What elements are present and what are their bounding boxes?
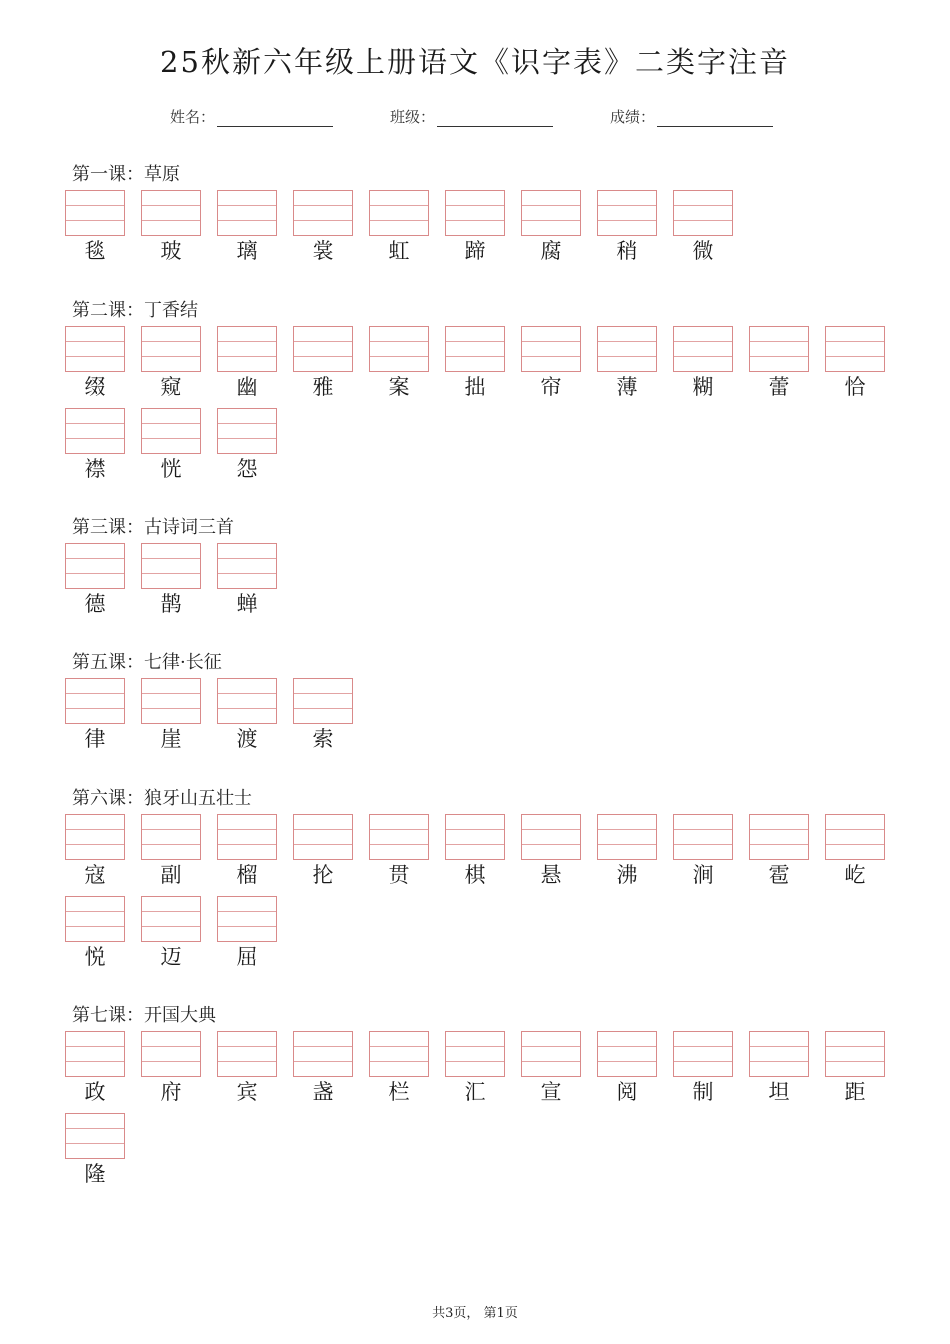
hanzi-character: 璃 (236, 239, 258, 263)
pinyin-cell (217, 408, 277, 488)
hanzi-character: 汇 (464, 1080, 486, 1104)
hanzi-character: 虹 (388, 239, 410, 263)
hanzi-character: 雅 (312, 375, 334, 399)
pinyin-guide-line (598, 220, 656, 221)
hanzi-character: 沸 (616, 863, 638, 887)
pinyin-guide-line (370, 1061, 428, 1062)
pinyin-guide-line (218, 693, 276, 694)
hanzi-character: 恰 (844, 375, 866, 399)
hanzi-character: 窥 (160, 375, 182, 399)
pinyin-cell (65, 1031, 125, 1111)
hanzi-character: 寇 (84, 863, 106, 887)
hanzi-character: 毯 (84, 239, 106, 263)
pinyin-writing-box[interactable] (293, 190, 353, 236)
pinyin-writing-box[interactable] (141, 814, 201, 860)
pinyin-guide-line (218, 573, 276, 574)
pinyin-cell (293, 326, 353, 406)
pinyin-guide-line (674, 1061, 732, 1062)
pinyin-writing-box[interactable] (141, 896, 201, 942)
pinyin-guide-line (826, 844, 884, 845)
pinyin-cell (141, 543, 201, 623)
pinyin-cell (65, 408, 125, 488)
hanzi-character: 涧 (692, 863, 714, 887)
pinyin-guide-line (826, 1046, 884, 1047)
pinyin-guide-line (142, 693, 200, 694)
pinyin-guide-line (598, 1046, 656, 1047)
pinyin-writing-box[interactable] (217, 814, 277, 860)
pinyin-guide-line (674, 356, 732, 357)
pinyin-guide-line (294, 220, 352, 221)
pinyin-guide-line (522, 1061, 580, 1062)
pinyin-cell (597, 814, 657, 894)
pinyin-writing-box[interactable] (217, 543, 277, 589)
pinyin-cell (673, 1031, 733, 1111)
pinyin-guide-line (66, 1128, 124, 1129)
pinyin-guide-line (598, 1061, 656, 1062)
pinyin-writing-box[interactable] (293, 814, 353, 860)
pinyin-guide-line (218, 926, 276, 927)
pinyin-guide-line (66, 1046, 124, 1047)
pinyin-cell (293, 1031, 353, 1111)
pinyin-guide-line (370, 356, 428, 357)
pinyin-cell (369, 814, 429, 894)
pinyin-guide-line (446, 356, 504, 357)
pinyin-writing-box[interactable] (673, 814, 733, 860)
pinyin-guide-line (750, 829, 808, 830)
pinyin-guide-line (218, 829, 276, 830)
pinyin-guide-line (66, 423, 124, 424)
hanzi-character: 恍 (160, 457, 182, 481)
pinyin-guide-line (446, 829, 504, 830)
pinyin-guide-line (142, 1061, 200, 1062)
pinyin-guide-line (294, 693, 352, 694)
pinyin-guide-line (370, 844, 428, 845)
pinyin-cell (141, 190, 201, 270)
pinyin-guide-line (218, 844, 276, 845)
page-title: 25秋新六年级上册语文《识字表》二类字注音 (160, 45, 790, 79)
hanzi-character: 裳 (312, 239, 334, 263)
pinyin-writing-box[interactable] (65, 1113, 125, 1159)
pinyin-writing-box[interactable] (521, 326, 581, 372)
pinyin-writing-box[interactable] (825, 1031, 885, 1077)
pinyin-guide-line (370, 1046, 428, 1047)
pinyin-guide-line (142, 220, 200, 221)
hanzi-character: 悬 (540, 863, 562, 887)
pinyin-cell (445, 1031, 505, 1111)
hanzi-character: 襟 (84, 457, 106, 481)
pinyin-guide-line (674, 829, 732, 830)
hanzi-character: 屹 (844, 863, 866, 887)
hanzi-character: 悦 (84, 945, 106, 969)
pinyin-guide-line (522, 1046, 580, 1047)
pinyin-writing-box[interactable] (217, 190, 277, 236)
pinyin-cell (141, 678, 201, 758)
pinyin-guide-line (294, 1061, 352, 1062)
pinyin-guide-line (446, 341, 504, 342)
pinyin-cell (217, 1031, 277, 1111)
hanzi-character: 崖 (160, 727, 182, 751)
pinyin-writing-box[interactable] (369, 190, 429, 236)
hanzi-character: 德 (84, 592, 106, 616)
pinyin-guide-line (826, 1061, 884, 1062)
pinyin-guide-line (598, 205, 656, 206)
hanzi-character: 帘 (540, 375, 562, 399)
pinyin-writing-box[interactable] (293, 326, 353, 372)
pinyin-cell (65, 190, 125, 270)
pinyin-guide-line (218, 220, 276, 221)
pinyin-guide-line (294, 844, 352, 845)
pinyin-writing-box[interactable] (825, 814, 885, 860)
pinyin-writing-box[interactable] (749, 326, 809, 372)
pinyin-cell (521, 190, 581, 270)
pinyin-cell (65, 678, 125, 758)
hanzi-character: 棋 (464, 863, 486, 887)
pinyin-writing-box[interactable] (521, 190, 581, 236)
pinyin-writing-box[interactable] (65, 678, 125, 724)
hanzi-character: 蕾 (768, 375, 790, 399)
pinyin-guide-line (674, 220, 732, 221)
pinyin-cell (65, 896, 125, 976)
pinyin-cell (445, 190, 505, 270)
pinyin-cell (673, 190, 733, 270)
pinyin-guide-line (218, 911, 276, 912)
pinyin-writing-box[interactable] (293, 678, 353, 724)
hanzi-character: 榴 (236, 863, 258, 887)
pinyin-cell (521, 1031, 581, 1111)
pinyin-cell (141, 814, 201, 894)
pinyin-guide-line (142, 926, 200, 927)
pinyin-cell (65, 326, 125, 406)
pinyin-guide-line (750, 1046, 808, 1047)
pinyin-cell (293, 814, 353, 894)
pinyin-writing-box[interactable] (673, 326, 733, 372)
hanzi-character: 副 (160, 863, 182, 887)
pinyin-writing-box[interactable] (141, 678, 201, 724)
hanzi-character: 政 (84, 1080, 106, 1104)
hanzi-character: 渡 (236, 727, 258, 751)
pinyin-writing-box[interactable] (445, 1031, 505, 1077)
pinyin-writing-box[interactable] (65, 896, 125, 942)
pinyin-guide-line (674, 205, 732, 206)
pinyin-writing-box[interactable] (445, 190, 505, 236)
score-label: 成绩： (610, 108, 656, 126)
pinyin-cell (217, 543, 277, 623)
pinyin-guide-line (66, 356, 124, 357)
score-field[interactable] (610, 106, 773, 127)
hanzi-character: 蝉 (236, 592, 258, 616)
pinyin-cell (597, 190, 657, 270)
pinyin-writing-box[interactable] (217, 1031, 277, 1077)
pinyin-writing-box[interactable] (141, 543, 201, 589)
hanzi-character: 迈 (160, 945, 182, 969)
lesson-title: 第五课：七律·长征 (72, 652, 222, 673)
pinyin-cell (445, 814, 505, 894)
pinyin-guide-line (66, 1143, 124, 1144)
pinyin-guide-line (598, 829, 656, 830)
pinyin-writing-box[interactable] (141, 326, 201, 372)
pinyin-cell (141, 1031, 201, 1111)
class-label: 班级： (390, 108, 436, 126)
name-blank[interactable] (217, 109, 333, 127)
hanzi-character: 距 (844, 1080, 866, 1104)
pinyin-guide-line (370, 829, 428, 830)
pinyin-guide-line (218, 423, 276, 424)
pinyin-cell (217, 678, 277, 758)
hanzi-character: 宣 (540, 1080, 562, 1104)
pinyin-guide-line (294, 205, 352, 206)
pinyin-guide-line (750, 1061, 808, 1062)
pinyin-writing-box[interactable] (673, 1031, 733, 1077)
hanzi-character: 稍 (616, 239, 638, 263)
hanzi-character: 律 (84, 727, 106, 751)
pinyin-guide-line (142, 573, 200, 574)
hanzi-character: 案 (388, 375, 410, 399)
pinyin-guide-line (826, 829, 884, 830)
pinyin-guide-line (142, 708, 200, 709)
pinyin-guide-line (294, 341, 352, 342)
pinyin-writing-box[interactable] (65, 814, 125, 860)
pinyin-guide-line (446, 1046, 504, 1047)
pinyin-guide-line (66, 926, 124, 927)
pinyin-writing-box[interactable] (749, 1031, 809, 1077)
pinyin-writing-box[interactable] (65, 408, 125, 454)
page-footer: 共3页， 第1页 (432, 1306, 518, 1321)
pinyin-guide-line (674, 341, 732, 342)
pinyin-guide-line (218, 1046, 276, 1047)
pinyin-cell (825, 814, 885, 894)
pinyin-guide-line (294, 1046, 352, 1047)
pinyin-guide-line (66, 205, 124, 206)
pinyin-writing-box[interactable] (521, 1031, 581, 1077)
pinyin-guide-line (674, 1046, 732, 1047)
pinyin-guide-line (66, 558, 124, 559)
pinyin-cell (217, 326, 277, 406)
pinyin-cell (141, 896, 201, 976)
hanzi-character: 薄 (616, 375, 638, 399)
pinyin-cell (217, 814, 277, 894)
hanzi-character: 幽 (236, 375, 258, 399)
hanzi-character: 制 (692, 1080, 714, 1104)
pinyin-guide-line (598, 341, 656, 342)
pinyin-guide-line (674, 844, 732, 845)
hanzi-character: 屈 (236, 945, 258, 969)
pinyin-guide-line (66, 693, 124, 694)
pinyin-guide-line (142, 829, 200, 830)
hanzi-character: 缀 (84, 375, 106, 399)
pinyin-guide-line (598, 356, 656, 357)
pinyin-guide-line (370, 220, 428, 221)
pinyin-cell (673, 814, 733, 894)
pinyin-guide-line (66, 220, 124, 221)
pinyin-writing-box[interactable] (141, 1031, 201, 1077)
pinyin-guide-line (142, 1046, 200, 1047)
pinyin-guide-line (218, 341, 276, 342)
hanzi-character: 栏 (388, 1080, 410, 1104)
pinyin-guide-line (598, 844, 656, 845)
pinyin-guide-line (522, 205, 580, 206)
hanzi-character: 坦 (768, 1080, 790, 1104)
hanzi-character: 微 (692, 239, 714, 263)
class-blank[interactable] (437, 109, 553, 127)
pinyin-guide-line (218, 356, 276, 357)
pinyin-writing-box[interactable] (65, 190, 125, 236)
pinyin-writing-box[interactable] (749, 814, 809, 860)
hanzi-character: 贯 (388, 863, 410, 887)
pinyin-cell (749, 1031, 809, 1111)
hanzi-character: 盏 (312, 1080, 334, 1104)
pinyin-guide-line (446, 205, 504, 206)
pinyin-cell (369, 190, 429, 270)
pinyin-writing-box[interactable] (445, 814, 505, 860)
lesson-title: 第六课：狼牙山五壮士 (72, 788, 252, 809)
pinyin-cell (293, 190, 353, 270)
hanzi-character: 玻 (160, 239, 182, 263)
pinyin-cell (521, 326, 581, 406)
pinyin-writing-box[interactable] (65, 543, 125, 589)
pinyin-guide-line (142, 205, 200, 206)
pinyin-guide-line (66, 573, 124, 574)
pinyin-guide-line (66, 438, 124, 439)
pinyin-guide-line (66, 844, 124, 845)
pinyin-guide-line (66, 911, 124, 912)
pinyin-cell (597, 326, 657, 406)
pinyin-guide-line (218, 205, 276, 206)
pinyin-writing-box[interactable] (597, 326, 657, 372)
pinyin-writing-box[interactable] (673, 190, 733, 236)
pinyin-cell (369, 326, 429, 406)
pinyin-writing-box[interactable] (369, 1031, 429, 1077)
pinyin-guide-line (522, 341, 580, 342)
pinyin-guide-line (142, 844, 200, 845)
pinyin-cell (749, 814, 809, 894)
pinyin-guide-line (218, 708, 276, 709)
hanzi-character: 雹 (768, 863, 790, 887)
pinyin-guide-line (522, 356, 580, 357)
pinyin-cell (445, 326, 505, 406)
pinyin-cell (293, 678, 353, 758)
pinyin-cell (521, 814, 581, 894)
hanzi-character: 拙 (464, 375, 486, 399)
pinyin-guide-line (142, 911, 200, 912)
pinyin-writing-box[interactable] (293, 1031, 353, 1077)
pinyin-writing-box[interactable] (597, 190, 657, 236)
hanzi-character: 鹊 (160, 592, 182, 616)
pinyin-cell (369, 1031, 429, 1111)
pinyin-cell (141, 326, 201, 406)
lesson-title: 第三课：古诗词三首 (72, 517, 234, 538)
pinyin-writing-box[interactable] (369, 814, 429, 860)
pinyin-guide-line (370, 205, 428, 206)
pinyin-guide-line (142, 558, 200, 559)
hanzi-character: 隆 (84, 1162, 106, 1186)
pinyin-guide-line (522, 220, 580, 221)
pinyin-guide-line (142, 438, 200, 439)
hanzi-character: 府 (160, 1080, 182, 1104)
pinyin-guide-line (66, 1061, 124, 1062)
pinyin-guide-line (446, 1061, 504, 1062)
name-field[interactable] (170, 106, 333, 127)
pinyin-cell (749, 326, 809, 406)
pinyin-guide-line (66, 708, 124, 709)
pinyin-writing-box[interactable] (65, 1031, 125, 1077)
class-field[interactable] (390, 106, 553, 127)
pinyin-cell (65, 1113, 125, 1193)
hanzi-character: 蹄 (464, 239, 486, 263)
pinyin-guide-line (750, 341, 808, 342)
pinyin-writing-box[interactable] (141, 408, 201, 454)
pinyin-cell (65, 814, 125, 894)
score-blank[interactable] (657, 109, 773, 127)
hanzi-character: 怨 (236, 457, 258, 481)
pinyin-guide-line (826, 356, 884, 357)
pinyin-guide-line (294, 356, 352, 357)
student-info-row (0, 106, 950, 130)
pinyin-guide-line (294, 829, 352, 830)
pinyin-writing-box[interactable] (217, 678, 277, 724)
pinyin-cell (825, 1031, 885, 1111)
hanzi-character: 腐 (540, 239, 562, 263)
name-label: 姓名： (170, 108, 216, 126)
pinyin-guide-line (522, 844, 580, 845)
pinyin-writing-box[interactable] (445, 326, 505, 372)
pinyin-cell (825, 326, 885, 406)
pinyin-guide-line (142, 356, 200, 357)
pinyin-guide-line (446, 220, 504, 221)
pinyin-writing-box[interactable] (597, 1031, 657, 1077)
lesson-title: 第二课：丁香结 (72, 300, 198, 321)
pinyin-cell (141, 408, 201, 488)
pinyin-writing-box[interactable] (369, 326, 429, 372)
pinyin-writing-box[interactable] (141, 190, 201, 236)
pinyin-writing-box[interactable] (217, 326, 277, 372)
pinyin-guide-line (446, 844, 504, 845)
pinyin-writing-box[interactable] (521, 814, 581, 860)
pinyin-guide-line (66, 341, 124, 342)
pinyin-guide-line (142, 341, 200, 342)
pinyin-guide-line (522, 829, 580, 830)
hanzi-character: 索 (312, 727, 334, 751)
pinyin-cell (217, 190, 277, 270)
pinyin-writing-box[interactable] (217, 408, 277, 454)
lesson-title: 第七课：开国大典 (72, 1005, 216, 1026)
pinyin-writing-box[interactable] (825, 326, 885, 372)
pinyin-guide-line (826, 341, 884, 342)
pinyin-cell (217, 896, 277, 976)
pinyin-cell (65, 543, 125, 623)
hanzi-character: 阅 (616, 1080, 638, 1104)
pinyin-guide-line (218, 438, 276, 439)
hanzi-character: 宾 (236, 1080, 258, 1104)
pinyin-writing-box[interactable] (597, 814, 657, 860)
pinyin-guide-line (370, 341, 428, 342)
pinyin-writing-box[interactable] (217, 896, 277, 942)
pinyin-guide-line (142, 423, 200, 424)
pinyin-guide-line (294, 708, 352, 709)
hanzi-character: 抡 (312, 863, 334, 887)
pinyin-guide-line (66, 829, 124, 830)
pinyin-guide-line (750, 844, 808, 845)
pinyin-cell (597, 1031, 657, 1111)
pinyin-writing-box[interactable] (65, 326, 125, 372)
pinyin-guide-line (218, 558, 276, 559)
pinyin-guide-line (218, 1061, 276, 1062)
lesson-title: 第一课：草原 (72, 164, 180, 185)
hanzi-character: 糊 (692, 375, 714, 399)
pinyin-cell (673, 326, 733, 406)
pinyin-guide-line (750, 356, 808, 357)
